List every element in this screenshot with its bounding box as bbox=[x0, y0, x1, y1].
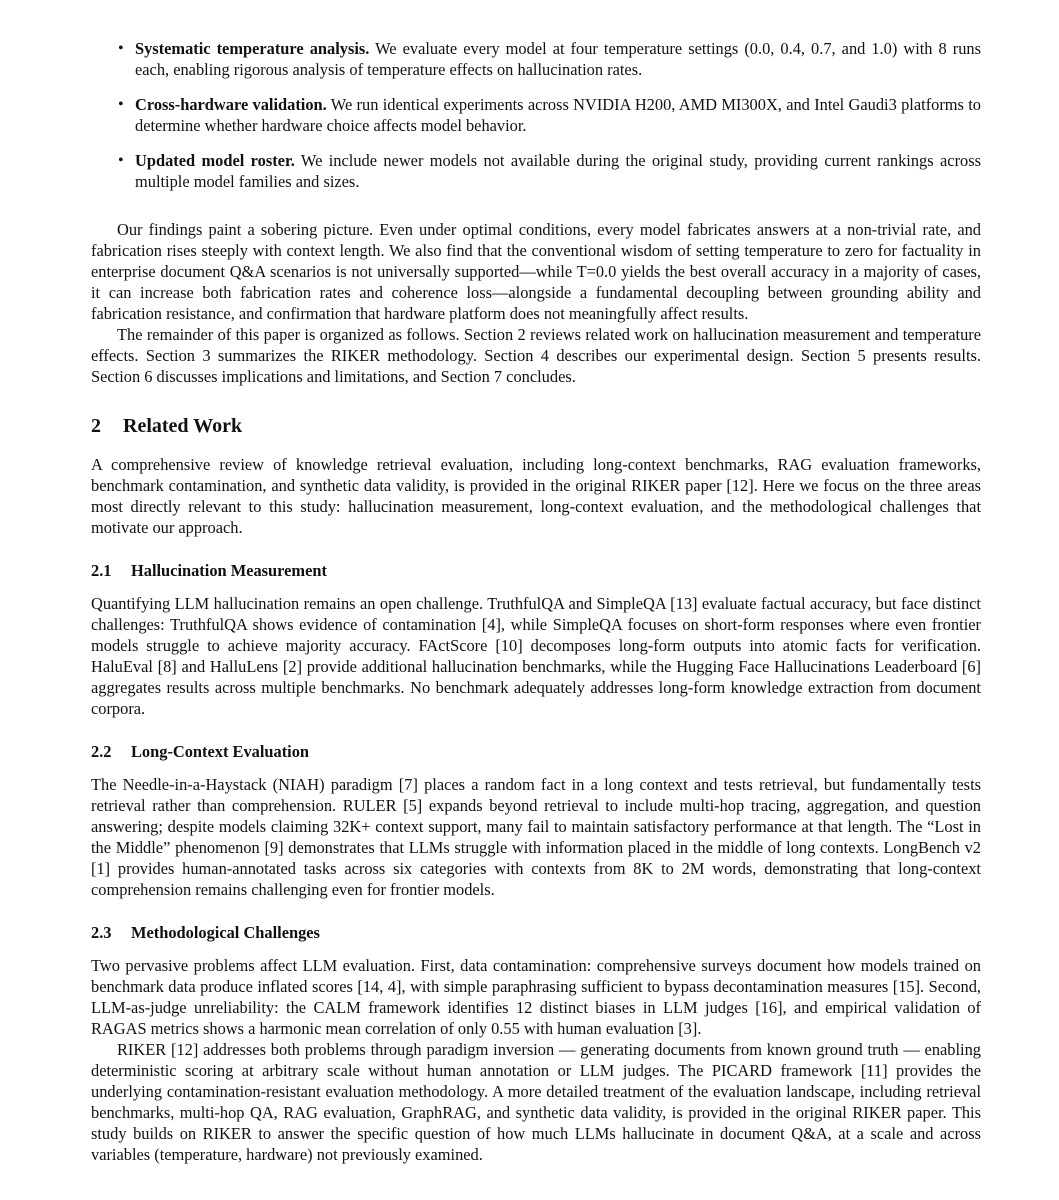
bullet-text: We include newer models not available during the original study, providing current rankings across multiple model families and sizes. bbox=[135, 151, 981, 191]
subsection-title: Hallucination Measurement bbox=[131, 561, 327, 580]
subsection-heading bbox=[91, 922, 981, 943]
bullet-text: We run identical experiments across NVIDIA H200, AMD MI300X, and Intel Gaudi3 platforms to determine whether hardware choice affects model behavior. bbox=[135, 95, 981, 135]
subsection-number: 2.2 bbox=[91, 742, 112, 761]
intro-paragraph: Our findings paint a sobering picture. Even under optimal conditions, every model fabricates answers at a non-trivial rate, and fabrication rises steeply with context length. We also find that the conventional wisdom of setting temperature to zero for factuality in enterprise document Q&A scenarios is not universally supported—while T=0.0 yields the best overall accuracy in a majority of cases, it can increase both fabrication rates and coherence loss—alongside a fundamental decoupling between grounding ability and fabrication resistance, and confirmation that hardware platform does not meaningfully affect results. bbox=[91, 220, 981, 323]
section-heading bbox=[91, 414, 981, 438]
section-paragraph: A comprehensive review of knowledge retrieval evaluation, including long-context benchmarks, RAG evaluation frameworks, benchmark contamination, and synthetic data validity, is provided in the original RIKER paper [12]. Here we focus on the three areas most directly relevant to this study: hallucination measurement, long-context evaluation, and the methodological challenges that motivate our approach. bbox=[91, 455, 981, 537]
subsection-number: 2.3 bbox=[91, 923, 112, 942]
bullet-title: Updated model roster. bbox=[135, 151, 295, 170]
subsection-heading bbox=[91, 560, 981, 581]
subsection-paragraph: Two pervasive problems affect LLM evaluation. First, data contamination: comprehensive surveys document how models trained on benchmark data produce inflated scores [14, 4], with simple paraphrasing sufficient to bypass decontamination measures [15]. Second, LLM-as-judge unreliability: the CALM framework identifies 12 distinct biases in LLM judges [16], and empirical validation of RAGAS metrics shows a harmonic mean correlation of only 0.55 with human evaluation [3]. bbox=[91, 956, 981, 1038]
subsection-title: Methodological Challenges bbox=[131, 923, 320, 942]
page-content bbox=[91, 38, 981, 1165]
bullet-title: Systematic temperature analysis. bbox=[135, 39, 370, 58]
section-number: 2 bbox=[91, 415, 101, 437]
list-item bbox=[91, 150, 981, 192]
list-item bbox=[91, 38, 981, 80]
section-title: Related Work bbox=[123, 415, 243, 437]
contribution-list bbox=[91, 38, 981, 192]
bullet-icon: • bbox=[118, 40, 124, 57]
bullet-icon: • bbox=[118, 152, 124, 169]
intro-paragraph: The remainder of this paper is organized as follows. Section 2 reviews related work on hallucination measurement and temperature effects. Section 3 summarizes the RIKER methodology. Section 4 describes our experimental design. Section 5 presents results. Section 6 discusses implications and limitations, and Section 7 concludes. bbox=[91, 325, 981, 386]
subsection-paragraph: RIKER [12] addresses both problems through paradigm inversion — generating documents from known ground truth — enabling deterministic scoring at arbitrary scale without human annotation or LLM judges. The PICARD framework [11] provides the underlying contamination-resistant evaluation methodology. A more detailed treatment of the evaluation landscape, including retrieval benchmarks, multi-hop QA, RAG evaluation, GraphRAG, and synthetic data validity, is provided in the original RIKER paper. This study builds on RIKER to answer the specific question of how much LLMs hallucinate in document Q&A, at a scale and across variables (temperature, hardware) not previously examined. bbox=[91, 1040, 981, 1164]
bullet-text: We evaluate every model at four temperature settings (0.0, 0.4, 0.7, and 1.0) with 8 runs each, enabling rigorous analysis of temperature effects on hallucination rates. bbox=[135, 39, 981, 79]
subsection-title: Long-Context Evaluation bbox=[131, 742, 310, 761]
list-item bbox=[91, 94, 981, 136]
bullet-title: Cross-hardware validation. bbox=[135, 95, 327, 114]
subsection-number: 2.1 bbox=[91, 561, 112, 580]
subsection-heading bbox=[91, 741, 981, 762]
subsection-paragraph: The Needle-in-a-Haystack (NIAH) paradigm [7] places a random fact in a long context and tests retrieval, but fundamentally tests retrieval rather than comprehension. RULER [5] expands beyond retrieval to include multi-hop tracing, aggregation, and question answering; despite models claiming 32K+ context support, many fail to maintain satisfactory performance at that length. The “Lost in the Middle” phenomenon [9] demonstrates that LLMs struggle with information placed in the middle of long contexts. LongBench v2 [1] provides human-annotated tasks across six categories with contexts from 8K to 2M words, demonstrating that long-context comprehension remains challenging even for frontier models. bbox=[91, 775, 981, 899]
bullet-icon: • bbox=[118, 96, 124, 113]
subsection-paragraph: Quantifying LLM hallucination remains an open challenge. TruthfulQA and SimpleQA [13] evaluate factual accuracy, but face distinct challenges: TruthfulQA shows evidence of contamination [4], while SimpleQA focuses on short-form responses where even frontier models struggle to achieve majority accuracy. FActScore [10] decomposes long-form outputs into atomic facts for verification. HaluEval [8] and HalluLens [2] provide additional hallucination benchmarks, while the Hugging Face Hallucinations Leaderboard [6] aggregates results across multiple benchmarks. No benchmark adequately addresses long-form knowledge extraction from document corpora. bbox=[91, 594, 981, 718]
